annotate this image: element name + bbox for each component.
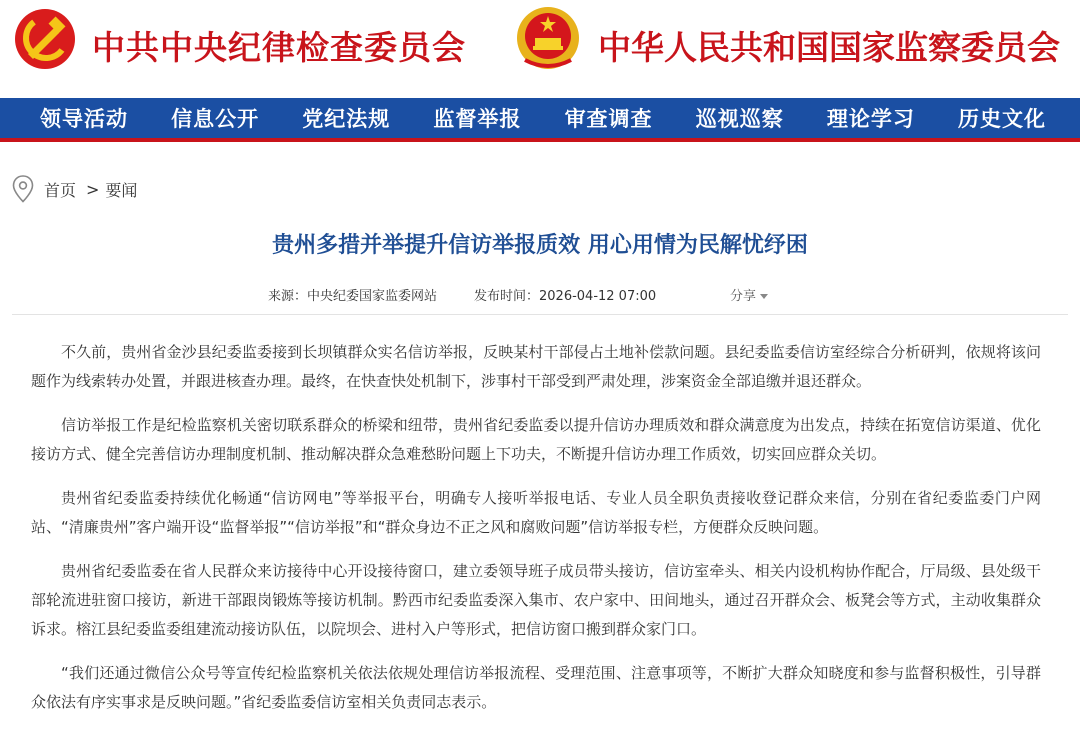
nav-item-history-culture[interactable]: 历史文化: [957, 106, 1046, 131]
cpc-ccdi-name[interactable]: 中共中央纪律检查委员会: [92, 28, 466, 67]
caret-down-icon: [760, 294, 768, 299]
breadcrumb-home-link[interactable]: 首页: [44, 180, 77, 200]
article-source: 来源：中央纪委国家监委网站: [268, 289, 438, 304]
article-title: 贵州多措并举提升信访举报质效 用心用情为民解忧纾困: [272, 233, 808, 258]
article-paragraph: 不久前，贵州省金沙县纪委监委接到长坝镇群众实名信访举报，反映某村干部侵占土地补偿款问题。县纪委监委信访室经综合分析研判，依规将该问题作为线索转办处置，并跟进核查办理。最终，在快查快处机制下，涉事村干部受到严肃处理，涉案资金全部追缴并退还群众。: [31, 343, 1041, 390]
meta-divider: [12, 314, 1068, 315]
share-button[interactable]: [730, 285, 768, 304]
nav-item-theory-study[interactable]: 理论学习: [826, 106, 915, 131]
site-header: [0, 0, 1080, 98]
article-meta: [0, 285, 1080, 305]
breadcrumb-separator: >: [86, 179, 100, 199]
nav-item-investigation[interactable]: 审查调查: [564, 106, 653, 131]
article-paragraph: 贵州省纪委监委持续优化畅通“信访网电”等举报平台，明确专人接听举报电话、专业人员全职负责接收登记群众来信，分别在省纪委监委门户网站、“清廉贵州”客户端开设“监督举报”“信访举报”和“群众身边不正之风和腐败问题”信访举报专栏，方便群众反映问题。: [31, 489, 1041, 536]
national-emblem-icon[interactable]: [515, 4, 581, 74]
party-emblem-icon[interactable]: [14, 8, 76, 70]
article-paragraph: 信访举报工作是纪检监察机关密切联系群众的桥梁和纽带，贵州省纪委监委以提升信访办理质效和群众满意度为出发点，持续在拓宽信访渠道、优化接访方式、健全完善信访办理制度机制、推动解决群众急难愁盼问题上下功夫，不断提升信访办理工作质效，切实回应群众关切。: [31, 416, 1041, 463]
breadcrumb: [12, 174, 137, 204]
nsc-name[interactable]: 中华人民共和国国家监察委员会: [598, 28, 1060, 67]
nav-item-leadership[interactable]: 领导活动: [40, 106, 128, 131]
nav-item-inspection[interactable]: 巡视巡察: [695, 106, 784, 131]
share-label: 分享: [730, 289, 757, 304]
nav-item-info-disclosure[interactable]: 信息公开: [171, 106, 260, 131]
article-paragraph: “我们还通过微信公众号等宣传纪检监察机关依法依规处理信访举报流程、受理范围、注意事项等，不断扩大群众知晓度和参与监督积极性，引导群众依法有序实事求是反映问题。”省纪委监委信访室相关负责同志表示。: [31, 664, 1041, 711]
article-publish-time: 发布时间：2026-04-12 07:00: [474, 289, 657, 304]
article-paragraph: 贵州省纪委监委在省人民群众来访接待中心开设接待窗口，建立委领导班子成员带头接访，信访室牵头、相关内设机构协作配合，厅局级、县处级干部轮流进驻窗口接访，新进干部跟岗锻炼等接访机制。黔西市纪委监委深入集市、农户家中、田间地头，通过召开群众会、板凳会等方式，主动收集群众诉求。榕江县纪委监委组建流动接访队伍，以院坝会、进村入户等形式，把信访窗口搬到群众家门口。: [31, 562, 1041, 638]
main-nav: [0, 98, 1080, 142]
location-pin-icon: [12, 175, 34, 203]
breadcrumb-current-link[interactable]: 要闻: [105, 180, 138, 200]
article-body: [31, 338, 1041, 732]
nav-item-party-regulations[interactable]: 党纪法规: [302, 106, 391, 131]
nav-item-supervision-report[interactable]: 监督举报: [433, 106, 522, 131]
